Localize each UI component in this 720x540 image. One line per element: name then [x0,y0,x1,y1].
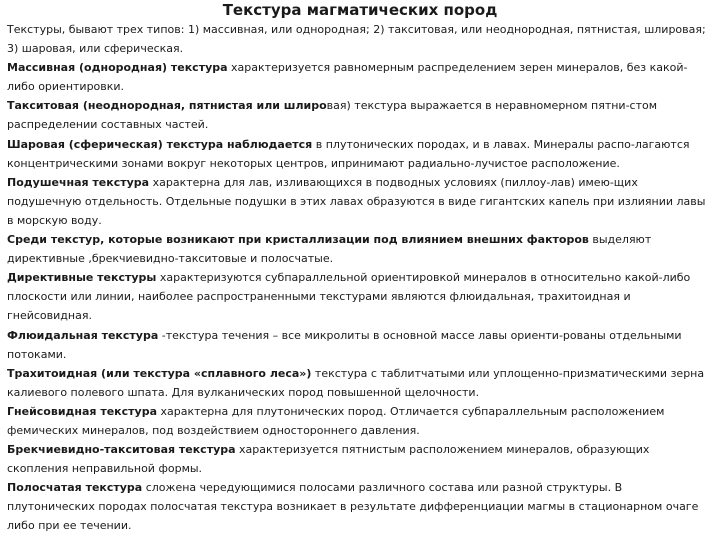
paragraph-text: характеризуется пятнистым расположением минералов, образующих скопления неправильной формы. [7,443,650,476]
paragraph-text: характерна для лав, изливающихся в подводных условиях (пиллоу-лав) имею-щих подушечную отдельность. Отдельные подушки в этих лавах образуются в виде гигантских капель при излиянии лавы в морскую воду. [7,175,706,227]
paragraph-text: выделяют директивные ,брекчиевидно-такситовые и полосчатые. [7,233,652,266]
paragraph-breccia-texture [7,440,707,478]
paragraph-text: Текстуры, бывают трех типов: 1) массивная, или однородная; 2) такситовая, или неоднородная, пятнистая, шлировая; 3) шаровая, или сферическая. [7,23,706,56]
paragraph-text: сложена чередующимися полосами различного состава или разной структуры. В плутонических породах полосчатая текстура возникает в результате дифференциации магмы в стационарном очаге либо при ее течении. [7,481,699,533]
paragraph-text: текстура с таблитчатыми или уплощенно-призматическими зерна калиевого полевого шпата. Для вулканических пород повышенной щелочности. [7,366,705,399]
paragraph-texture-types [7,20,707,58]
paragraph-massive-texture [7,58,707,96]
text-body [7,20,707,536]
paragraph-text: -текстура течения – все микролиты в основной массе лавы ориенти-рованы отдельными потоками. [7,328,682,361]
paragraph-banded-texture [7,478,707,535]
term: Среди текстур, которые возникают при кристаллизации под влиянием внешних факторов [7,233,589,247]
term: Трахитоидная (или текстура «сплавного леса») [7,366,312,380]
paragraph-spherical-texture [7,135,707,173]
term: Полосчатая текстура [7,481,143,495]
term: Брекчиевидно-такситовая текстура [7,443,236,457]
paragraph-text: характеризуется равномерным распределением зерен минералов, без какой-либо ориентировки. [7,61,688,94]
paragraph-directive-texture [7,268,707,325]
term: Директивные текстуры [7,271,157,285]
page-title: Текстура магматических пород [222,1,498,19]
term: Массивная (однородная) текстура [7,61,228,75]
paragraph-text: характерна для плутонических пород. Отличается субпараллельным расположением фемических минералов, под воздействием одностороннего давления. [7,404,665,437]
paragraph-text: характеризуются субпараллельной ориентировкой минералов в относительно какой-либо плоскости или линии, наиболее распространенными текстурами являются флюидальная, трахитоидная и гнейсовидная. [7,271,691,323]
paragraph-pillow-texture [7,173,707,230]
term: Такситовая (неоднородная, пятнистая или шлиро [7,99,327,113]
paragraph-text: вая) текстура выражается в неравномерном пятни-стом распределении составных частей. [7,99,658,132]
term: Флюидальная текстура [7,328,159,342]
paragraph-taxitic-texture [7,96,707,134]
term: Подушечная текстура [7,175,150,189]
term: Шаровая (сферическая) текстура наблюдается [7,137,313,151]
paragraph-gneissoid-texture [7,402,707,440]
term: Гнейсовидная текстура [7,404,157,418]
paragraph-trachytoid-texture [7,364,707,402]
paragraph-fluidal-texture [7,326,707,364]
paragraph-external-factors [7,230,707,268]
paragraph-text: в плутонических породах, и в лавах. Минералы распо-лагаются концентрическими зонами вокруг некоторых центров, ипринимают радиально-лучистое расположение. [7,137,690,170]
